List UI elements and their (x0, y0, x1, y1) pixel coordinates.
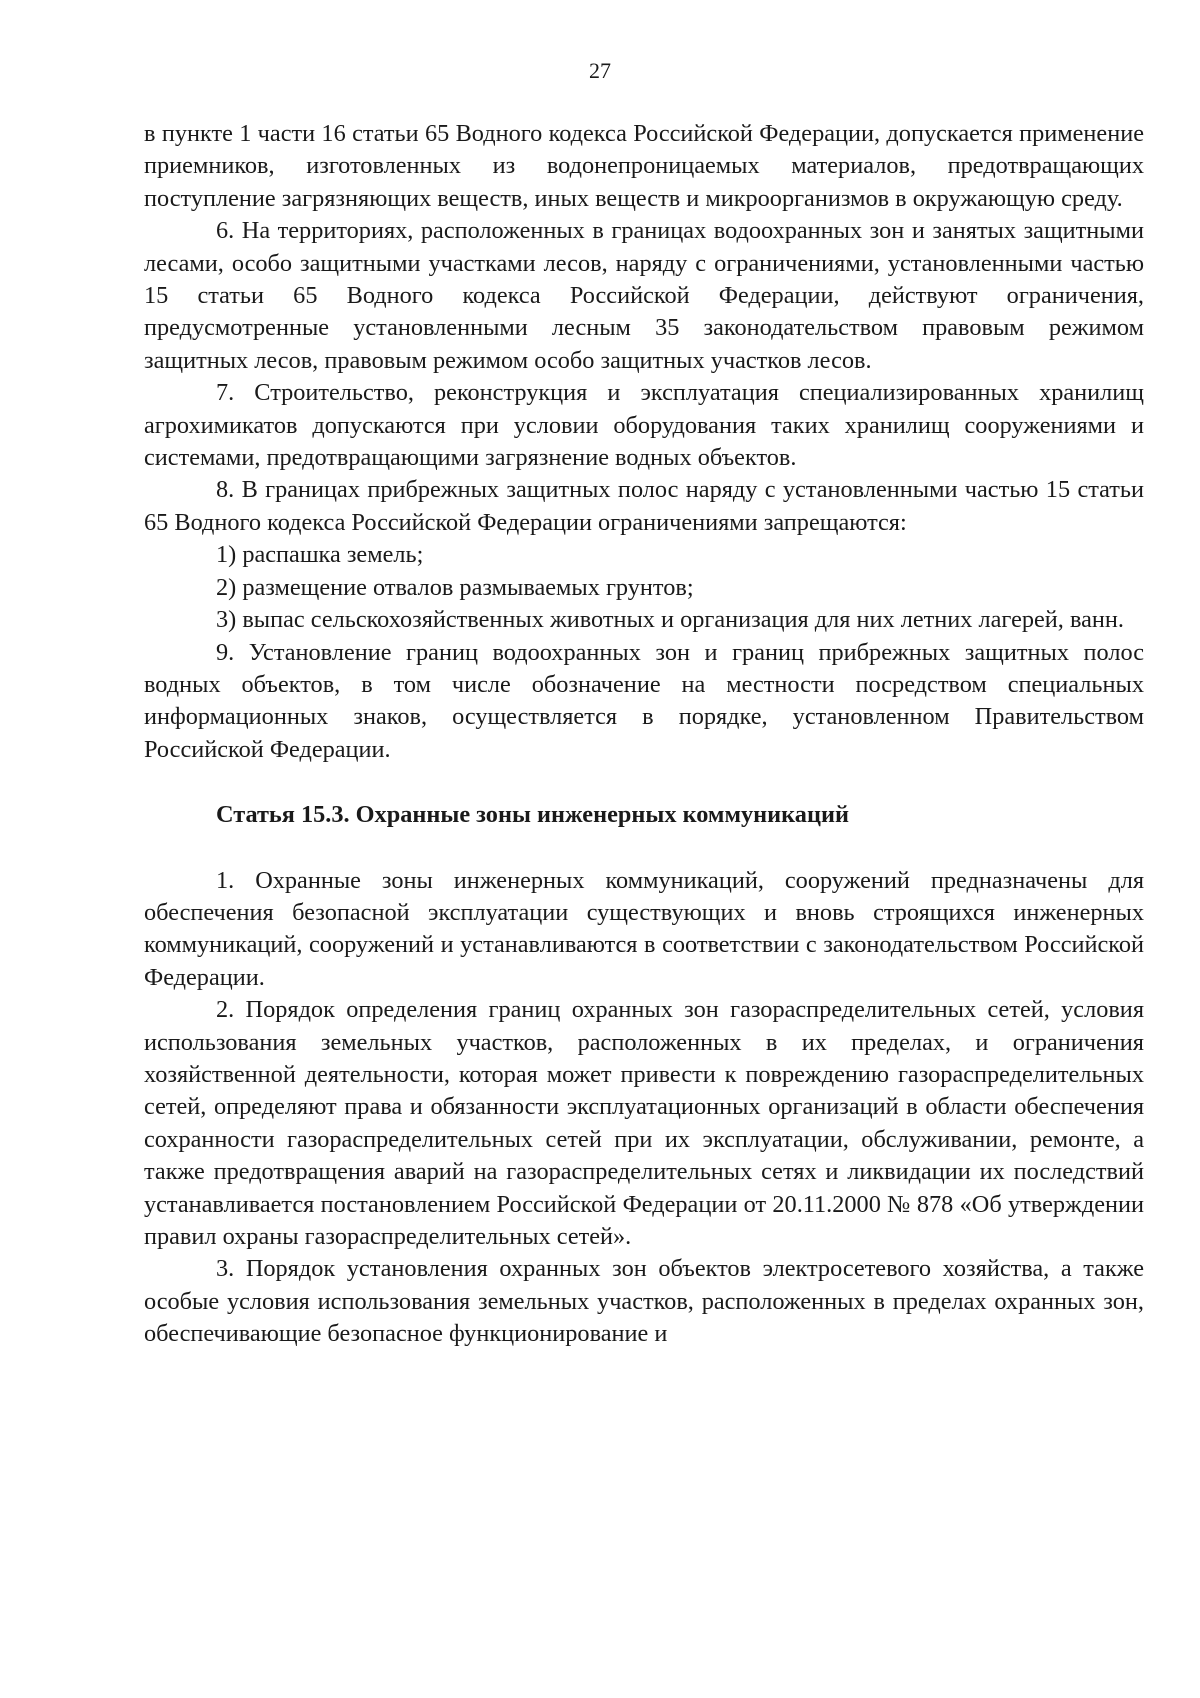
paragraph: 2. Порядок определения границ охранных зон газораспределительных сетей, условия использования земельных участков, расположенных в их пределах, и ограничения хозяйственной деятельности, которая может привести к повреждению газораспределительных сетей, определяют права и обязанности эксплуатационных организаций в области обеспечения сохранности газораспределительных сетей при их эксплуатации, обслуживании, ремонте, а также предотвращения аварий на газораспределительных сетях и ликвидации их последствий устанавливается постановлением Российской Федерации от 20.11.2000 № 878 «Об утверждении правил охраны газораспределительных сетей». (144, 996, 1144, 1250)
list-item: 2) размещение отвалов размываемых грунтов; (216, 573, 694, 601)
paragraph: 8. В границах прибрежных защитных полос наряду с установленными частью 15 статьи 65 Водного кодекса Российской Федерации ограничениями запрещаются: (144, 476, 1144, 536)
paragraph: 9. Установление границ водоохранных зон и границ прибрежных защитных полос водных объектов, в том числе обозначение на местности посредством специальных информационных знаков, осуществляется в порядке, установленном Правительством Российской Федерации. (144, 638, 1144, 763)
article-heading: Статья 15.3. Охранные зоны инженерных коммуникаций (216, 801, 849, 829)
paragraph: в пункте 1 части 16 статьи 65 Водного кодекса Российской Федерации, допускается применение приемников, изготовленных из водонепроницаемых материалов, предотвращающих поступление загрязняющих веществ, иных веществ и микроорганизмов в окружающую среду. (144, 120, 1144, 212)
list-item: 3) выпас сельскохозяйственных животных и организация для них летних лагерей, ванн. (216, 606, 1124, 634)
paragraph: 6. На территориях, расположенных в границах водоохранных зон и занятых защитными лесами, особо защитными участками лесов, наряду с ограничениями, установленными частью 15 статьи 65 Водного кодекса Российской Федерации, действуют ограничения, предусмотренные установленными лесным 35 законодательством правовым режимом защитных лесов, правовым режимом особо защитных участков лесов. (144, 217, 1144, 374)
list-item: 1) распашка земель; (216, 541, 424, 569)
paragraph: 7. Строительство, реконструкция и эксплуатация специализированных хранилищ агрохимикатов допускаются при условии оборудования таких хранилищ сооружениями и системами, предотвращающими загрязнение водных объектов. (144, 379, 1144, 472)
paragraph: 3. Порядок установления охранных зон объектов электросетевого хозяйства, а также особые условия использования земельных участков, расположенных в пределах охранных зон, обеспечивающие безопасное функционирование и (144, 1255, 1144, 1348)
page-number: 27 (589, 58, 611, 83)
document-body (144, 118, 1144, 1351)
paragraph: 1. Охранные зоны инженерных коммуникаций, сооружений предназначены для обеспечения безопасной эксплуатации существующих и вновь строящихся инженерных коммуникаций, сооружений и устанавливаются в соответствии с законодательством Российской Федерации. (144, 866, 1144, 991)
